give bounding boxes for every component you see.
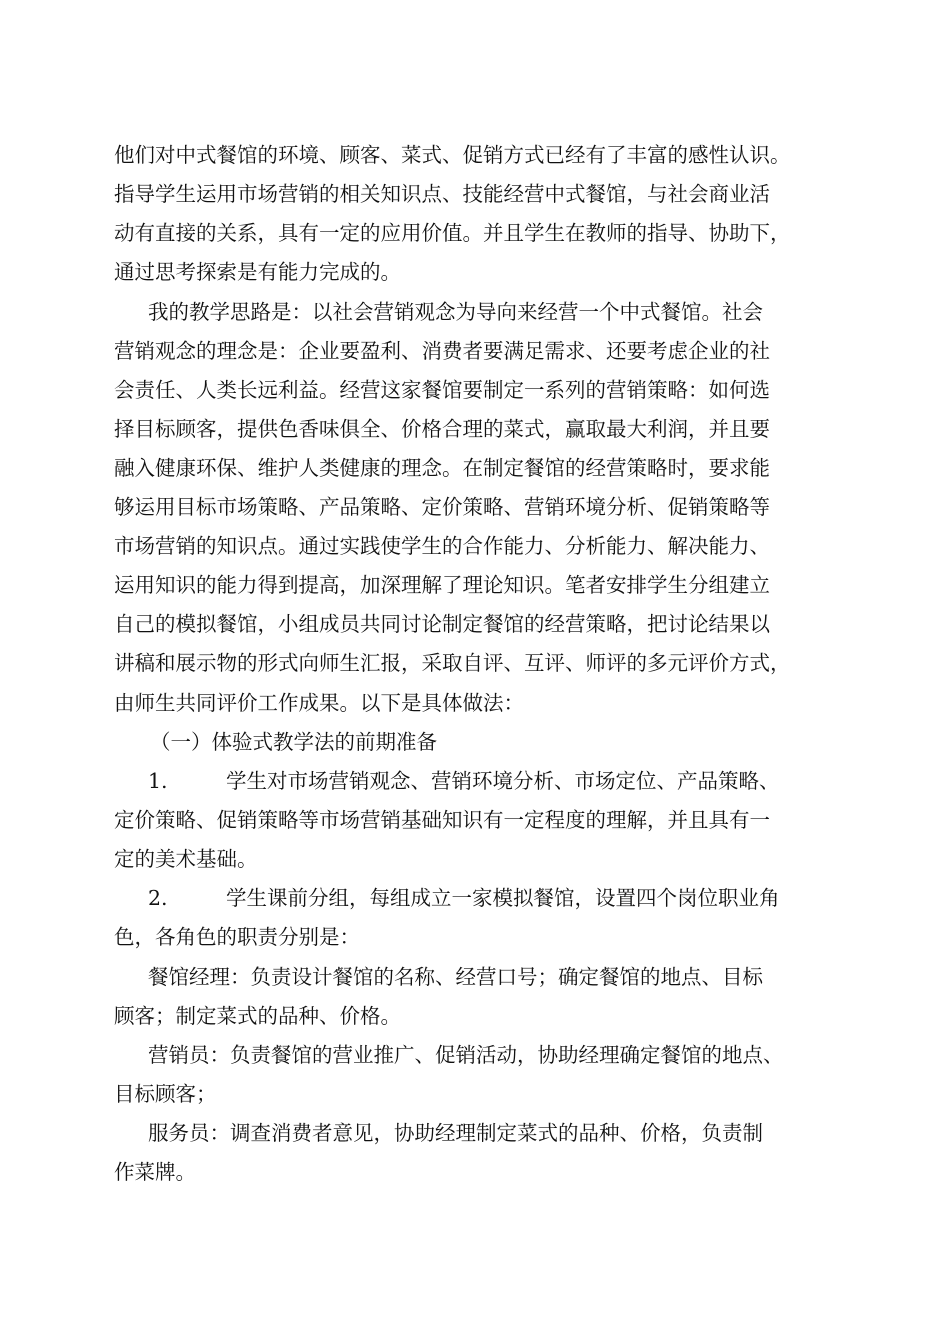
text-line: 定价策略、促销策略等市场营销基础知识有一定程度的理解，并且具有一	[114, 808, 770, 832]
text-line: 择目标顾客，提供色香味俱全、价格合理的菜式，赢取最大利润，并且要	[114, 417, 770, 441]
list-number: 2.	[148, 886, 168, 910]
section-heading: （一）体验式教学法的前期准备	[150, 730, 437, 754]
text-line: 指导学生运用市场营销的相关知识点、技能经营中式餐馆，与社会商业活	[114, 182, 770, 206]
text-line: 够运用目标市场策略、产品策略、定价策略、营销环境分析、促销策略等	[114, 495, 770, 519]
text-line: 动有直接的关系，具有一定的应用价值。并且学生在教师的指导、协助下，	[114, 221, 791, 245]
text-line: 顾客；制定菜式的品种、价格。	[114, 1004, 401, 1028]
text-line: 目标顾客；	[114, 1082, 217, 1106]
text-line: 学生课前分组，每组成立一家模拟餐馆，设置四个岗位职业角	[226, 886, 780, 910]
text-line: 通过思考探索是有能力完成的。	[114, 260, 401, 284]
text-line: 学生对市场营销观念、营销环境分析、市场定位、产品策略、	[226, 769, 780, 793]
text-line: 服务员：调查消费者意见，协助经理制定菜式的品种、价格，负责制	[148, 1121, 763, 1145]
text-line: 定的美术基础。	[114, 847, 258, 871]
text-line: 我的教学思路是：以社会营销观念为导向来经营一个中式餐馆。社会	[148, 300, 763, 324]
text-line: 作菜牌。	[114, 1160, 196, 1184]
text-line: 他们对中式餐馆的环境、顾客、菜式、促销方式已经有了丰富的感性认识。	[114, 143, 791, 167]
text-line: 营销观念的理念是：企业要盈利、消费者要满足需求、还要考虑企业的社	[114, 339, 770, 363]
text-line: 自己的模拟餐馆，小组成员共同讨论制定餐馆的经营策略，把讨论结果以	[114, 612, 770, 636]
list-number: 1.	[148, 769, 168, 793]
text-line: 融入健康环保、维护人类健康的理念。在制定餐馆的经营策略时，要求能	[114, 456, 770, 480]
text-line: 由师生共同评价工作成果。以下是具体做法：	[114, 691, 524, 715]
text-line: 讲稿和展示物的形式向师生汇报，采取自评、互评、师评的多元评价方式，	[114, 651, 791, 675]
text-line: 市场营销的知识点。通过实践使学生的合作能力、分析能力、解决能力、	[114, 534, 770, 558]
text-line: 运用知识的能力得到提高，加深理解了理论知识。笔者安排学生分组建立	[114, 573, 770, 597]
text-line: 餐馆经理：负责设计餐馆的名称、经营口号；确定餐馆的地点、目标	[148, 965, 763, 989]
text-line: 营销员：负责餐馆的营业推广、促销活动，协助经理确定餐馆的地点、	[148, 1043, 784, 1067]
text-line: 色，各角色的职责分别是：	[114, 925, 360, 949]
text-line: 会责任、人类长远利益。经营这家餐馆要制定一系列的营销策略：如何选	[114, 378, 770, 402]
